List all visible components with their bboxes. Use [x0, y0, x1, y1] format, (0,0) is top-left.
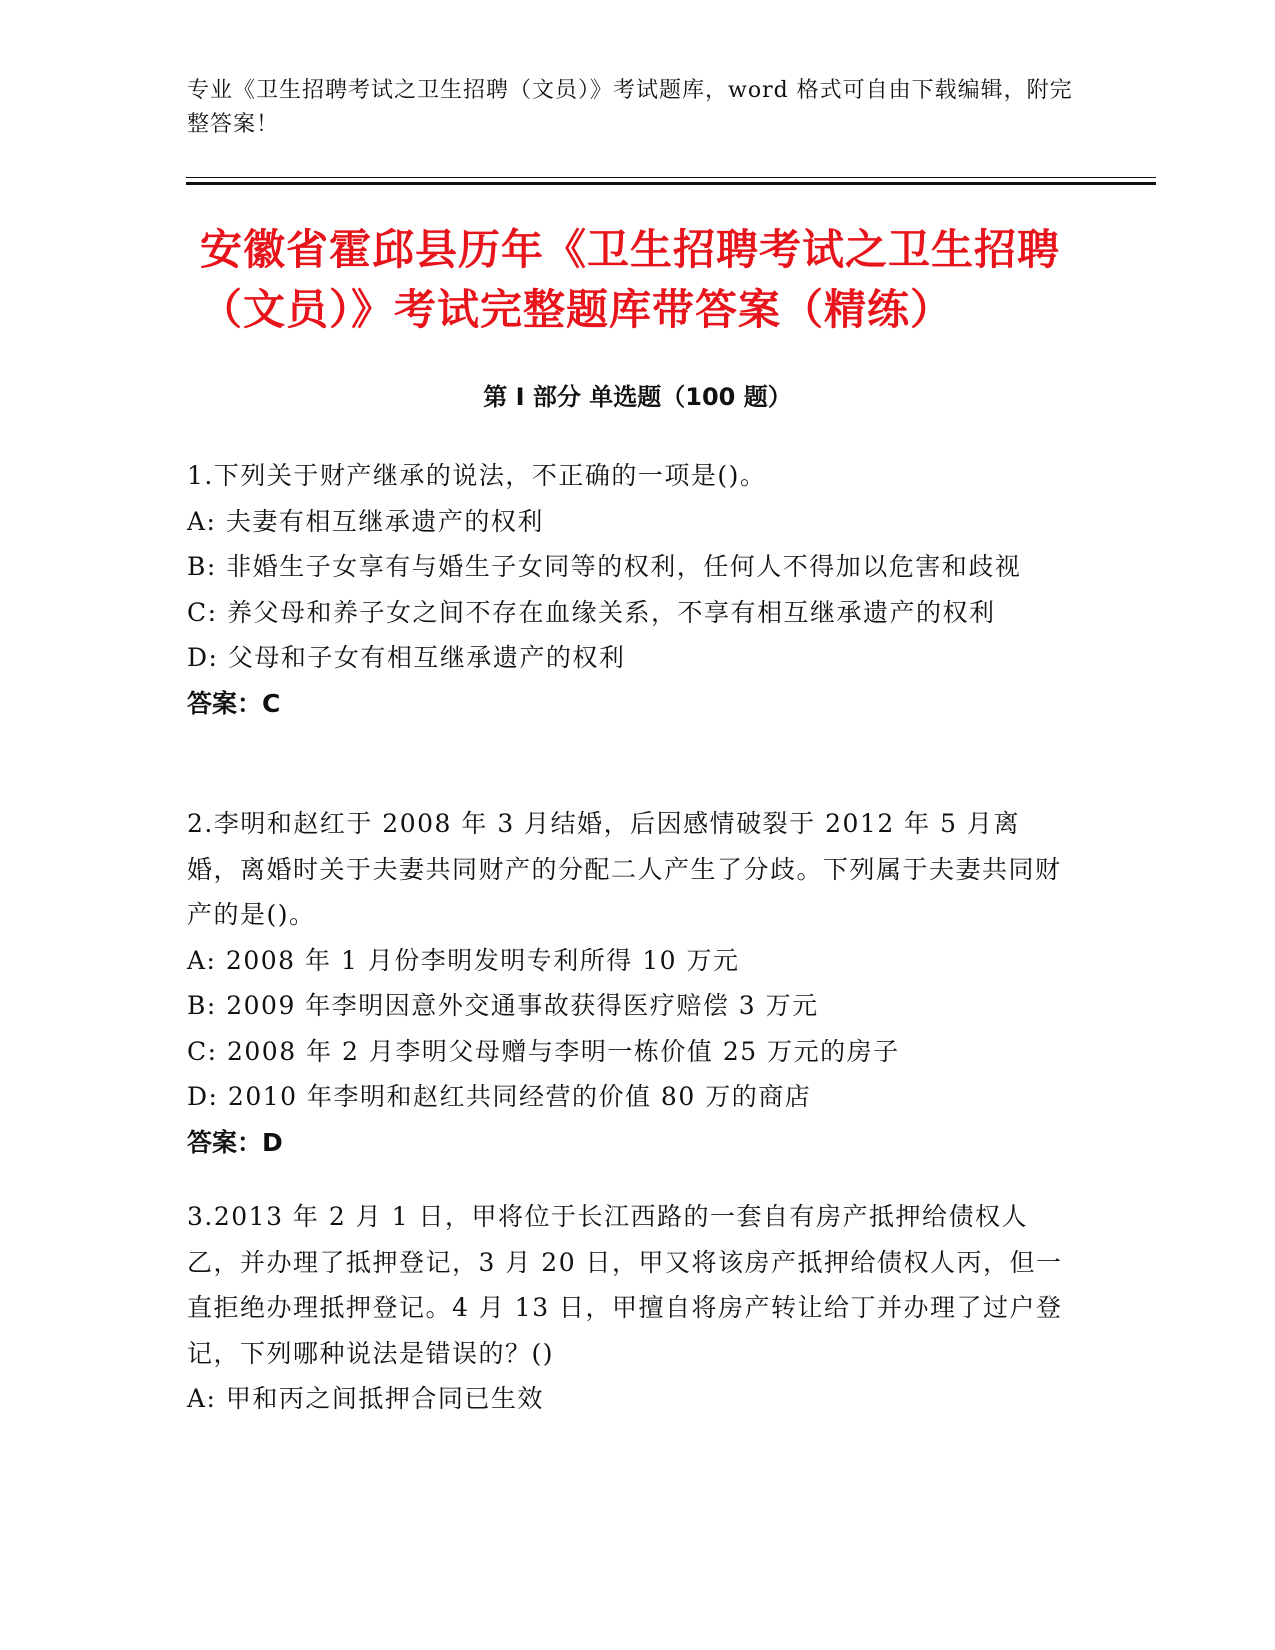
option-c: C: 2008 年 2 月李明父母赠与李明一栋价值 25 万元的房子: [187, 1036, 900, 1066]
option-d: D: 父母和子女有相互继承遗产的权利: [187, 643, 626, 672]
document-title: 安徽省霍邱县历年《卫生招聘考试之卫生招聘（文员）》考试完整题库带答案（精练）: [200, 225, 1061, 334]
header-note: 专业《卫生招聘考试之卫生招聘（文员）》考试题库，word 格式可自由下载编辑，附完整答案！: [187, 78, 1073, 137]
option-c: C: 养父母和养子女之间不存在血缘关系，不享有相互继承遗产的权利: [187, 597, 996, 627]
answer: 答案：D: [187, 1127, 283, 1157]
question-3: [187, 1194, 1067, 1422]
option-b: B: 非婚生子女享有与婚生子女同等的权利，任何人不得加以危害和歧视: [187, 552, 1022, 581]
option-a: A: 2008 年 1 月份李明发明专利所得 10 万元: [187, 945, 740, 975]
answer: 答案：C: [187, 688, 281, 718]
question-stem: 1.下列关于财产继承的说法，不正确的一项是()。: [187, 461, 767, 490]
option-d: D: 2010 年李明和赵红共同经营的价值 80 万的商店: [187, 1082, 812, 1111]
question-stem: 2.李明和赵红于 2008 年 3 月结婚，后因感情破裂于 2012 年 5 月离婚，离婚时关于夫妻共同财产的分配二人产生了分歧。下列属于夫妻共同财产的是()。: [187, 809, 1062, 929]
option-a: A: 甲和丙之间抵押合同已生效: [187, 1384, 544, 1413]
option-b: B: 2009 年李明因意外交通事故获得医疗赔偿 3 万元: [187, 991, 819, 1020]
question-stem: 3.2013 年 2 月 1 日，甲将位于长江西路的一套自有房产抵押给债权人乙，并办理了抵押登记，3 月 20 日，甲又将该房产抵押给债权人丙，但一直拒绝办理抵押登记。4 月 13 日，甲擅自将房产转让给丁并办理了过户登记，下列哪种说法是错误的？(): [187, 1202, 1063, 1368]
header-divider-thick: [186, 182, 1156, 185]
question-1: [187, 453, 1067, 726]
section-title: 第 I 部分 单选题（100 题）: [483, 383, 792, 411]
header-divider-thin: [186, 177, 1156, 178]
question-2: [187, 801, 1067, 1165]
option-a: A: 夫妻有相互继承遗产的权利: [187, 506, 544, 536]
